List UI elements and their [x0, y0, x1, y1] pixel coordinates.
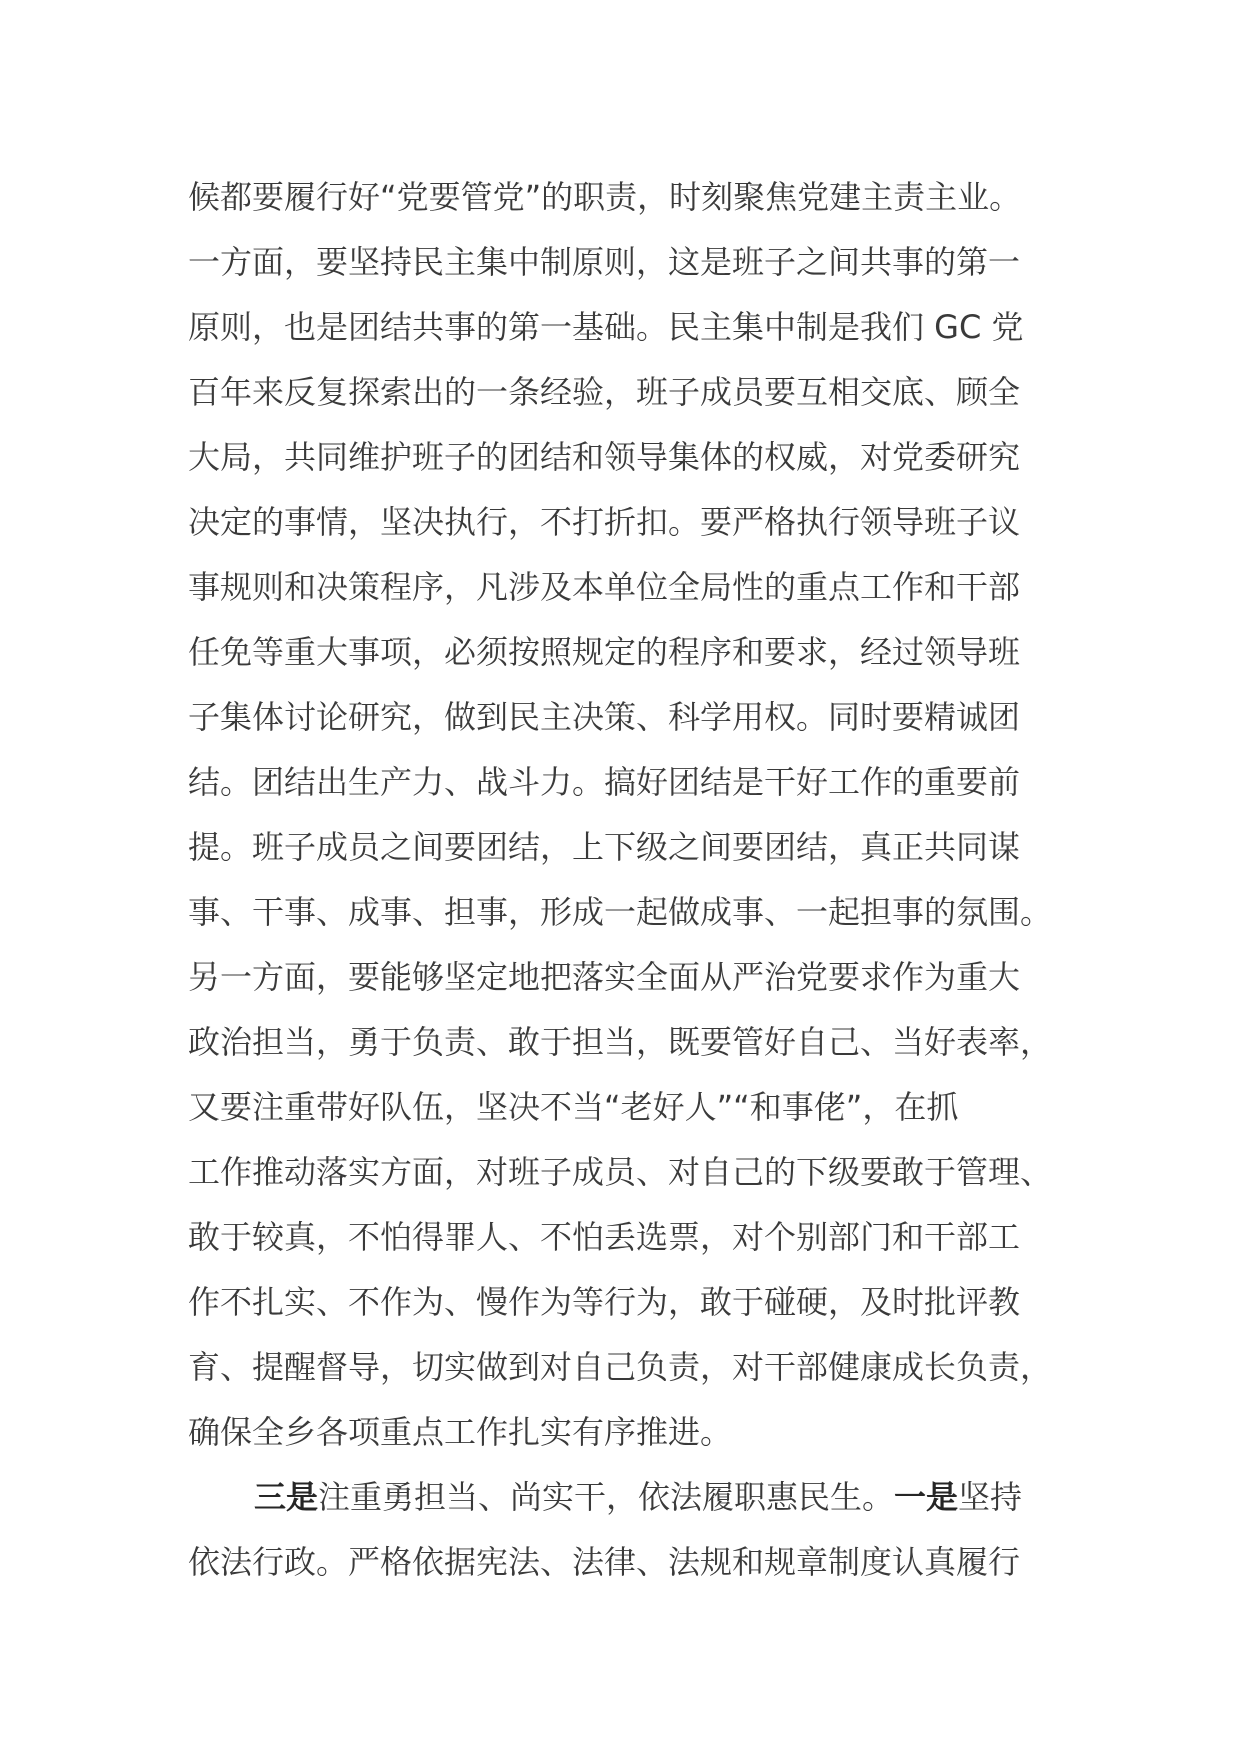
text-line: 决定的事情，坚决执行，不打折扣。要严格执行领导班子议: [188, 503, 1021, 541]
text-line: 大局，共同维护班子的团结和领导集体的权威，对党委研究: [188, 438, 1021, 476]
text-line: 百年来反复探索出的一条经验，班子成员要互相交底、顾全: [188, 373, 1021, 411]
text-line: 确保全乡各项重点工作扎实有序推进。: [188, 1413, 733, 1451]
text-line: 子集体讨论研究，做到民主决策、科学用权。同时要精诚团: [188, 698, 1021, 736]
text-line: 原则，也是团结共事的第一基础。民主集中制是我们 GC 党: [188, 308, 1024, 346]
body-text: [188, 165, 1068, 1595]
text-line: 候都要履行好“党要管党”的职责，时刻聚焦党建主责主业。: [188, 178, 1022, 216]
text-line: 作不扎实、不作为、慢作为等行为，敢于碰硬，及时批评教: [188, 1283, 1021, 1321]
text-line: 任免等重大事项，必须按照规定的程序和要求，经过领导班: [188, 633, 1021, 671]
subpoint-one-text: 坚持: [958, 1478, 1023, 1516]
section-three-lead: 三是: [254, 1478, 319, 1516]
text-line: 又要注重带好队伍，坚决不当“老好人”“和事佬”，在抓: [188, 1088, 959, 1126]
section-three-lead-text: 注重勇担当、尚实干，依法履职惠民生。: [318, 1478, 895, 1516]
section-three-heading: [188, 1465, 1068, 1530]
text-line: 依法行政。严格依据宪法、法律、法规和规章制度认真履行: [188, 1543, 1021, 1581]
text-line: 事规则和决策程序，凡涉及本单位全局性的重点工作和干部: [188, 568, 1021, 606]
text-line: 敢于较真，不怕得罪人、不怕丢选票，对个别部门和干部工: [188, 1218, 1021, 1256]
text-line: 一方面，要坚持民主集中制原则，这是班子之间共事的第一: [188, 243, 1021, 281]
text-line: 政治担当，勇于负责、敢于担当，既要管好自己、当好表率，: [188, 1023, 1053, 1061]
subpoint-one-lead: 一是: [894, 1478, 959, 1516]
text-line: 事、干事、成事、担事，形成一起做成事、一起担事的氛围。: [188, 893, 1053, 931]
text-line: 结。团结出生产力、战斗力。搞好团结是干好工作的重要前: [188, 763, 1021, 801]
text-line: 提。班子成员之间要团结，上下级之间要团结，真正共同谋: [188, 828, 1021, 866]
text-line: 另一方面，要能够坚定地把落实全面从严治党要求作为重大: [188, 958, 1021, 996]
text-line: 育、提醒督导，切实做到对自己负责，对干部健康成长负责，: [188, 1348, 1053, 1386]
text-line: 工作推动落实方面，对班子成员、对自己的下级要敢于管理、: [188, 1153, 1053, 1191]
